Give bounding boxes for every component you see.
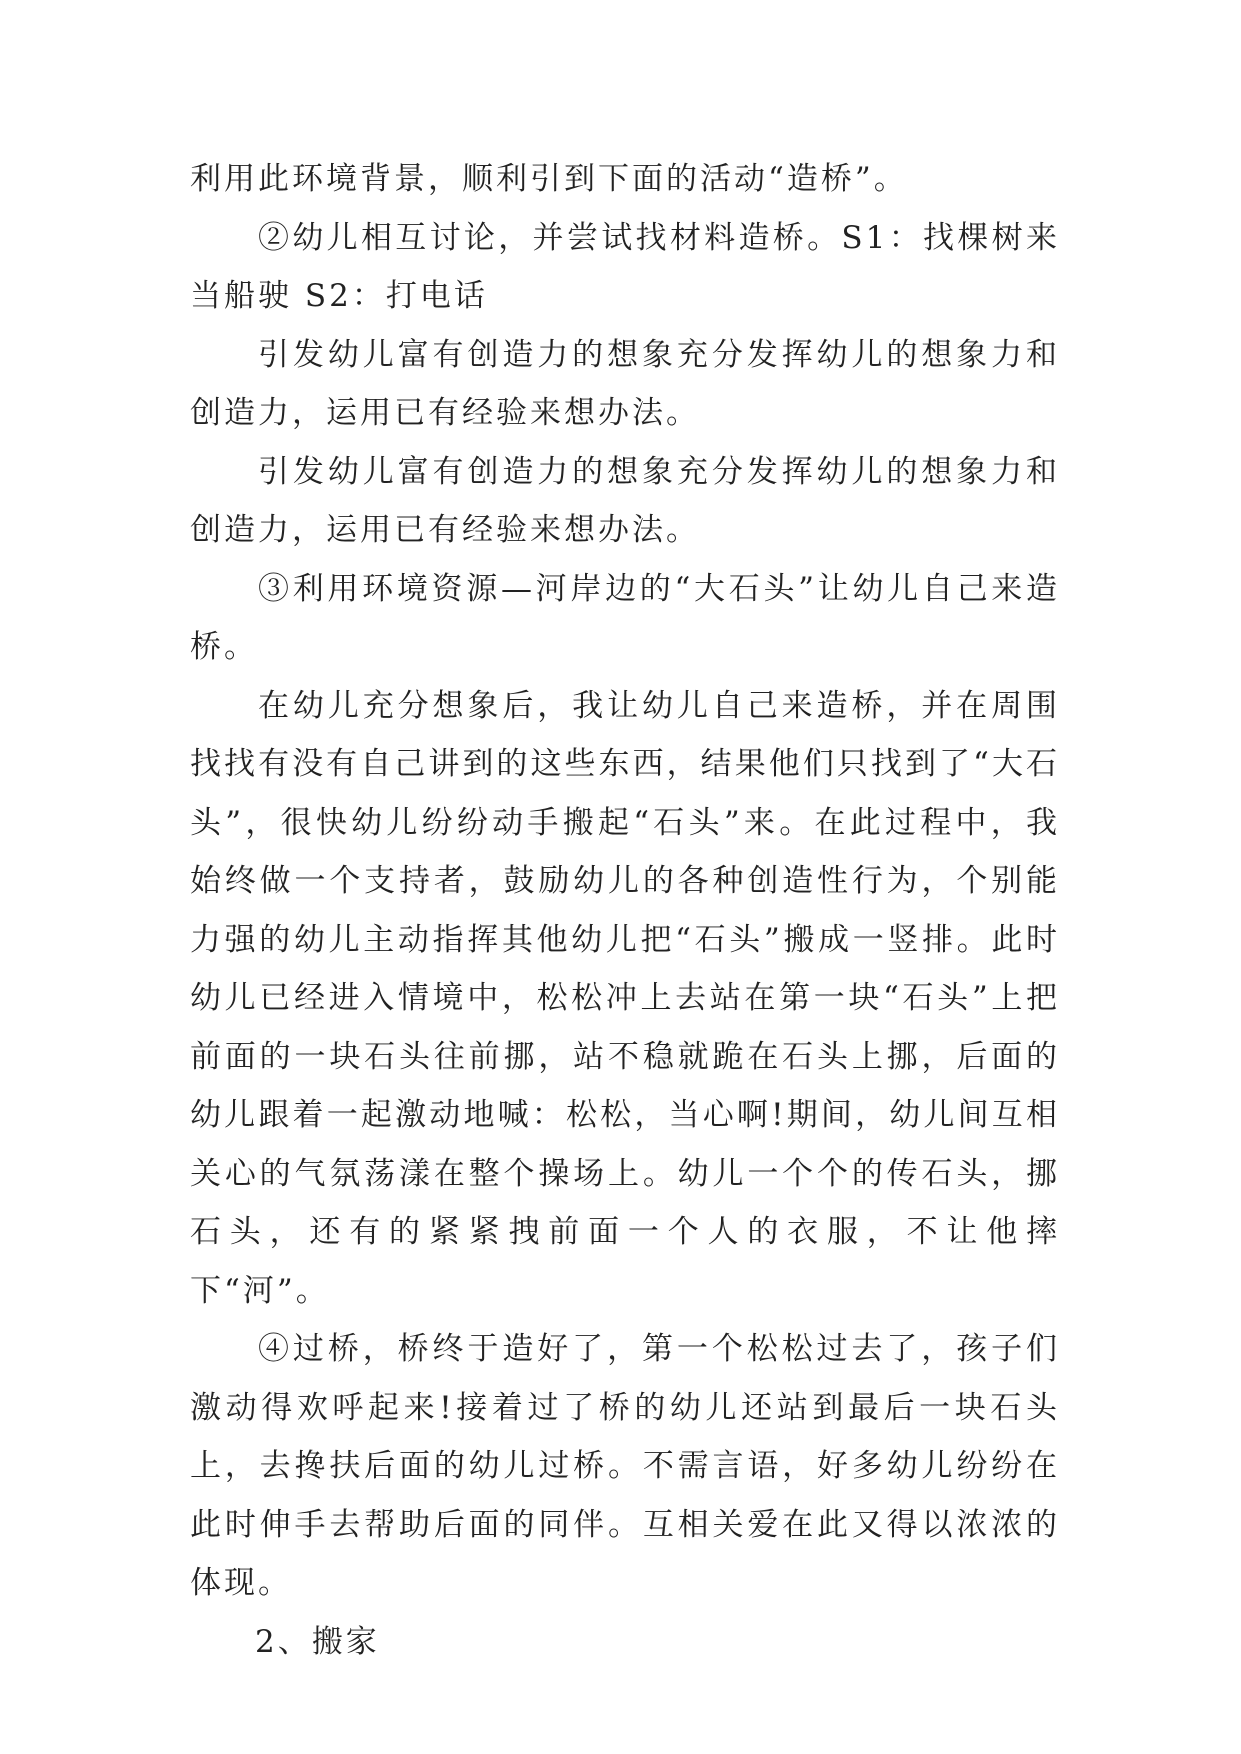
document-page <box>190 150 1060 1671</box>
paragraph-4: 引发幼儿富有创造力的想象充分发挥幼儿的想象力和创造力，运用已有经验来想办法。 <box>190 453 1060 548</box>
section-heading: 2、搬家 <box>255 1623 380 1660</box>
paragraph-6: 在幼儿充分想象后，我让幼儿自己来造桥，并在周围找找有没有自己讲到的这些东西，结果他们只找到了“大石头”，很快幼儿纷纷动手搬起“石头”来。在此过程中，我始终做一个支持者，鼓励幼儿的各种创造性行为，个别能力强的幼儿主动指挥其他幼儿把“石头”搬成一竖排。此时幼儿已经进入情境中，松松冲上去站在第一块“石头”上把前面的一块石头往前挪，站不稳就跪在石头上挪，后面的幼儿跟着一起激动地喊：松松，当心啊!期间，幼儿间互相关心的气氛荡漾在整个操场上。幼儿一个个的传石头，挪石头，还有的紧紧拽前面一个人的衣服，不让他摔下“河”。 <box>190 687 1060 1309</box>
paragraph-1: 利用此环境背景，顺利引到下面的活动“造桥”。 <box>190 161 908 197</box>
paragraph-3: 引发幼儿富有创造力的想象充分发挥幼儿的想象力和创造力，运用已有经验来想办法。 <box>190 336 1060 431</box>
paragraph-7: ④过桥，桥终于造好了，第一个松松过去了，孩子们激动得欢呼起来!接着过了桥的幼儿还站到最后一块石头上，去搀扶后面的幼儿过桥。不需言语，好多幼儿纷纷在此时伸手去帮助后面的同伴。互相关爱在此又得以浓浓的体现。 <box>190 1331 1060 1601</box>
paragraph-5: ③利用环境资源—河岸边的“大石头”让幼儿自己来造桥。 <box>190 570 1060 665</box>
paragraph-2: ②幼儿相互讨论，并尝试找材料造桥。S1：找棵树来当船驶 S2：打电话 <box>190 219 1060 314</box>
